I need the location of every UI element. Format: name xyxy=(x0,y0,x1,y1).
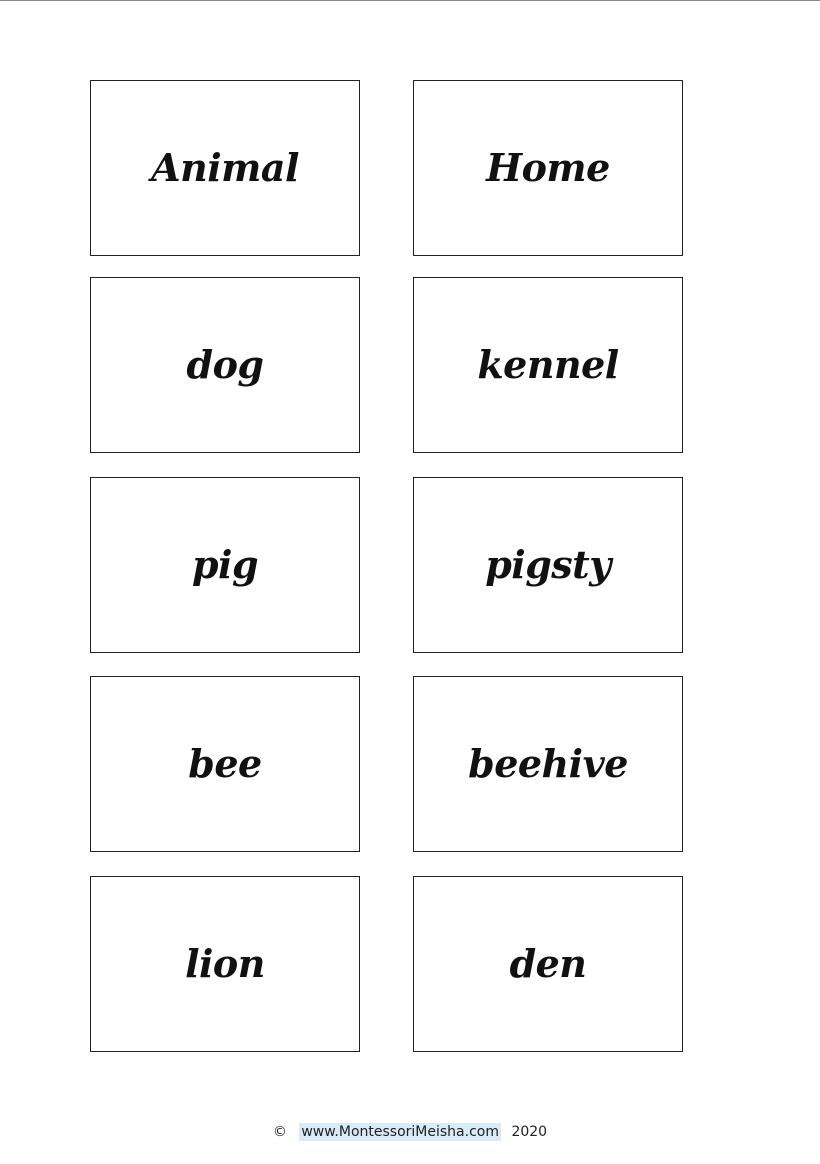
top-divider xyxy=(0,0,820,1)
card-word: bee xyxy=(188,741,262,786)
card-word: pigsty xyxy=(485,542,611,587)
website-link[interactable]: www.MontessoriMeisha.com xyxy=(301,1124,499,1140)
card-animal-lion xyxy=(90,876,360,1052)
copyright-symbol: © xyxy=(272,1124,287,1140)
card-word: den xyxy=(509,941,587,986)
card-word: lion xyxy=(185,941,265,986)
footer-year: 2020 xyxy=(511,1124,548,1140)
card-header-animal xyxy=(90,80,360,256)
card-word: kennel xyxy=(477,342,619,387)
card-word: Animal xyxy=(151,145,299,190)
card-word: beehive xyxy=(468,741,628,786)
card-word: dog xyxy=(186,342,264,387)
card-word: pig xyxy=(191,542,259,587)
card-animal-dog xyxy=(90,277,360,453)
card-home-pigsty xyxy=(413,477,683,653)
card-home-den xyxy=(413,876,683,1052)
card-word: Home xyxy=(486,145,610,190)
card-animal-bee xyxy=(90,676,360,852)
card-home-beehive xyxy=(413,676,683,852)
card-animal-pig xyxy=(90,477,360,653)
page-footer xyxy=(0,1124,820,1140)
card-header-home xyxy=(413,80,683,256)
card-home-kennel xyxy=(413,277,683,453)
